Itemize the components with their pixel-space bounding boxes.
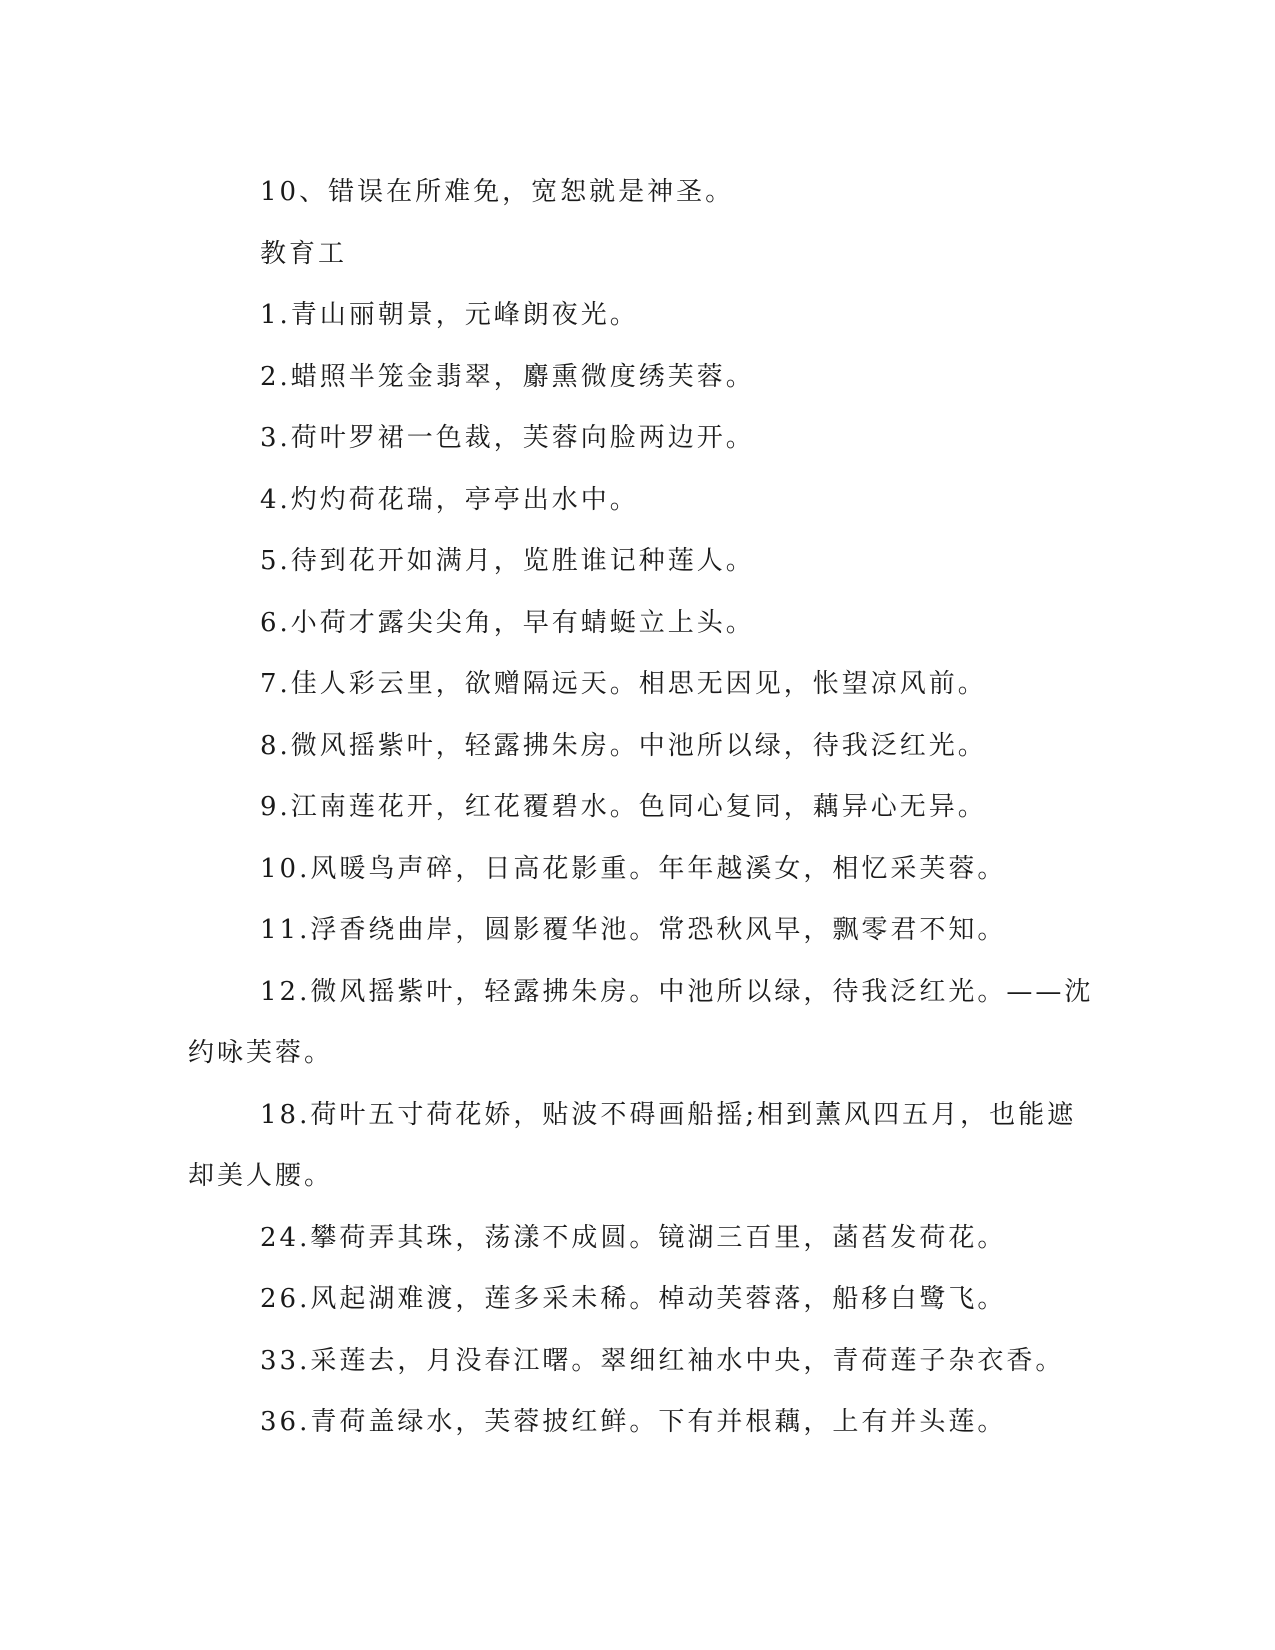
text-line-continuation: 却美人腰。 [188,1161,334,1191]
document-body [188,162,1094,1454]
text-line: 8.微风摇紫叶，轻露拂朱房。中池所以绿，待我泛红光。 [260,730,987,761]
text-line: 10、错误在所难免，宽恕就是神圣。 [260,177,735,207]
text-line-continuation: 约咏芙蓉。 [188,1038,334,1068]
text-line: 2.蜡照半笼金翡翠，麝熏微度绣芙蓉。 [260,361,755,392]
text-line: 1.青山丽朝景，元峰朗夜光。 [260,300,639,330]
text-line: 12.微风摇紫叶，轻露拂朱房。中池所以绿，待我泛红光。——沈 [260,976,1094,1007]
text-line: 9.江南莲花开，红花覆碧水。色同心复同，藕异心无异。 [260,792,987,822]
text-line: 11.浮香绕曲岸，圆影覆华池。常恐秋风早，飘零君不知。 [260,915,1007,945]
text-line: 4.灼灼荷花瑞，亭亭出水中。 [260,484,639,515]
text-line: 24.攀荷弄其珠，荡漾不成圆。镜湖三百里，菡萏发荷花。 [260,1222,1007,1253]
text-line: 18.荷叶五寸荷花娇，贴波不碍画船摇;相到薰风四五月，也能遮 [260,1099,1077,1130]
text-line: 6.小荷才露尖尖角，早有蜻蜓立上头。 [260,607,755,638]
text-line: 33.采莲去，月没春江曙。翠细红袖水中央，青荷莲子杂衣香。 [260,1345,1065,1376]
text-line: 7.佳人彩云里，欲赠隔远天。相思无因见，怅望凉风前。 [260,669,987,699]
text-line: 10.风暖鸟声碎，日高花影重。年年越溪女，相忆采芙蓉。 [260,853,1007,884]
text-line: 3.荷叶罗裙一色裁，芙蓉向脸两边开。 [260,423,755,453]
text-line: 5.待到花开如满月，览胜谁记种莲人。 [260,546,755,576]
text-line: 26.风起湖难渡，莲多采未稀。棹动芙蓉落，船移白鹭飞。 [260,1284,1007,1314]
text-line: 教育工 [260,238,348,269]
text-line: 36.青荷盖绿水，芙蓉披红鲜。下有并根藕，上有并头莲。 [260,1407,1007,1437]
